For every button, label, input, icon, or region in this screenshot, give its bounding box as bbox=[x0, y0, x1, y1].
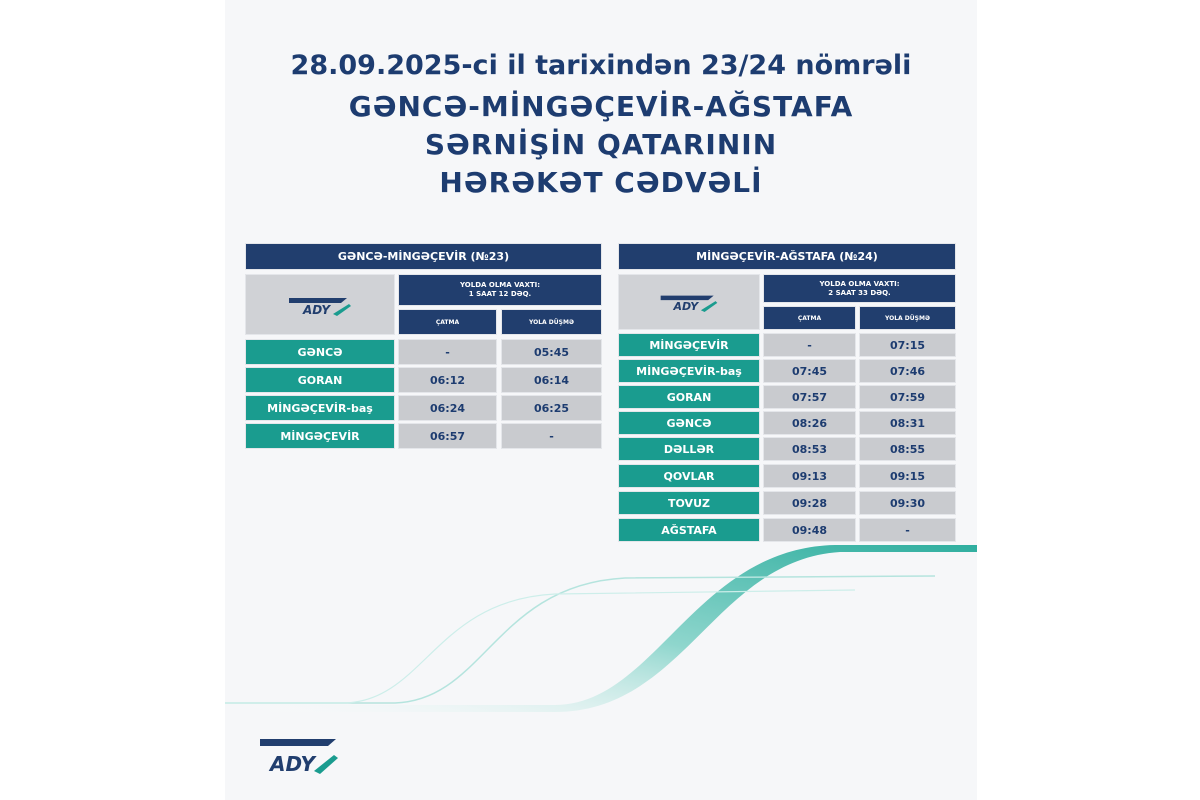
station-name: AĞSTAFA bbox=[618, 518, 760, 542]
arrival-time: 09:13 bbox=[763, 464, 856, 488]
departure-time: 09:30 bbox=[859, 491, 956, 515]
headline-train: SƏRNİŞİN QATARININ bbox=[424, 128, 778, 161]
departure-time: 09:15 bbox=[859, 464, 956, 488]
arrival-time: - bbox=[763, 333, 856, 357]
ady-footer-logo bbox=[250, 733, 342, 781]
station-name: MİNGƏÇEVİR-baş bbox=[618, 359, 760, 383]
departure-time: 08:55 bbox=[859, 437, 956, 461]
arrival-time: 06:12 bbox=[398, 367, 497, 393]
arrival-time: 06:57 bbox=[398, 423, 497, 449]
headline-schedule: HƏRƏKƏT CƏDVƏLİ bbox=[439, 166, 763, 199]
departure-time: 08:31 bbox=[859, 411, 956, 435]
station-name: MİNGƏÇEVİR bbox=[618, 333, 760, 357]
arrival-time: 08:53 bbox=[763, 437, 856, 461]
station-name: QOVLAR bbox=[618, 464, 760, 488]
station-name: MİNGƏÇEVİR-baş bbox=[245, 395, 395, 421]
column-header-depart: YOLA DÜŞMƏ bbox=[859, 306, 956, 330]
schedule-poster bbox=[225, 0, 977, 800]
arrival-time: 06:24 bbox=[398, 395, 497, 421]
departure-time: 06:25 bbox=[501, 395, 602, 421]
travel-time-value: 1 SAAT 12 DƏQ. bbox=[468, 290, 532, 298]
departure-time: 07:46 bbox=[859, 359, 956, 383]
headline-date-line: 28.09.2025-ci il tarixindən 23/24 nömrəli bbox=[290, 50, 912, 81]
svg-text:ADY: ADY bbox=[673, 300, 699, 314]
table-23-travel-time bbox=[398, 274, 602, 306]
station-name: GƏNCƏ bbox=[618, 411, 760, 435]
station-name: DƏLLƏR bbox=[618, 437, 760, 461]
station-name: GORAN bbox=[618, 385, 760, 409]
column-header-arrive: ÇATMA bbox=[763, 306, 856, 330]
departure-time: 07:59 bbox=[859, 385, 956, 409]
table-24-travel-time bbox=[763, 274, 956, 303]
station-name: GORAN bbox=[245, 367, 395, 393]
column-header-depart: YOLA DÜŞMƏ bbox=[501, 309, 602, 335]
arrival-time: 09:28 bbox=[763, 491, 856, 515]
station-name: TOVUZ bbox=[618, 491, 760, 515]
ady-logo-icon bbox=[285, 290, 355, 320]
svg-text:ADY: ADY bbox=[303, 302, 331, 317]
arrival-time: 09:48 bbox=[763, 518, 856, 542]
table-23-logo bbox=[245, 274, 395, 335]
travel-time-value: 2 SAAT 33 DƏQ. bbox=[828, 288, 891, 297]
headline-route: GƏNCƏ-MİNGƏÇEVİR-AĞSTAFA bbox=[348, 90, 854, 123]
table-23-title: GƏNCƏ-MİNGƏÇEVİR (№23) bbox=[245, 243, 602, 270]
arrival-time: - bbox=[398, 339, 497, 365]
ady-logo-icon bbox=[657, 288, 721, 316]
departure-time: 05:45 bbox=[501, 339, 602, 365]
arrival-time: 08:26 bbox=[763, 411, 856, 435]
travel-time-label: YOLDA OLMA VAXTI: bbox=[819, 279, 900, 288]
column-header-arrive: ÇATMA bbox=[398, 309, 497, 335]
departure-time: 06:14 bbox=[501, 367, 602, 393]
departure-time: 07:15 bbox=[859, 333, 956, 357]
table-24-logo bbox=[618, 274, 760, 330]
departure-time: - bbox=[859, 518, 956, 542]
arrival-time: 07:45 bbox=[763, 359, 856, 383]
svg-text:ADY: ADY bbox=[270, 752, 316, 776]
travel-time-label: YOLDA OLMA VAXTI: bbox=[459, 281, 541, 289]
table-24-title: MİNGƏÇEVİR-AĞSTAFA (№24) bbox=[618, 243, 956, 270]
station-name: MİNGƏÇEVİR bbox=[245, 423, 395, 449]
arrival-time: 07:57 bbox=[763, 385, 856, 409]
station-name: GƏNCƏ bbox=[245, 339, 395, 365]
departure-time: - bbox=[501, 423, 602, 449]
